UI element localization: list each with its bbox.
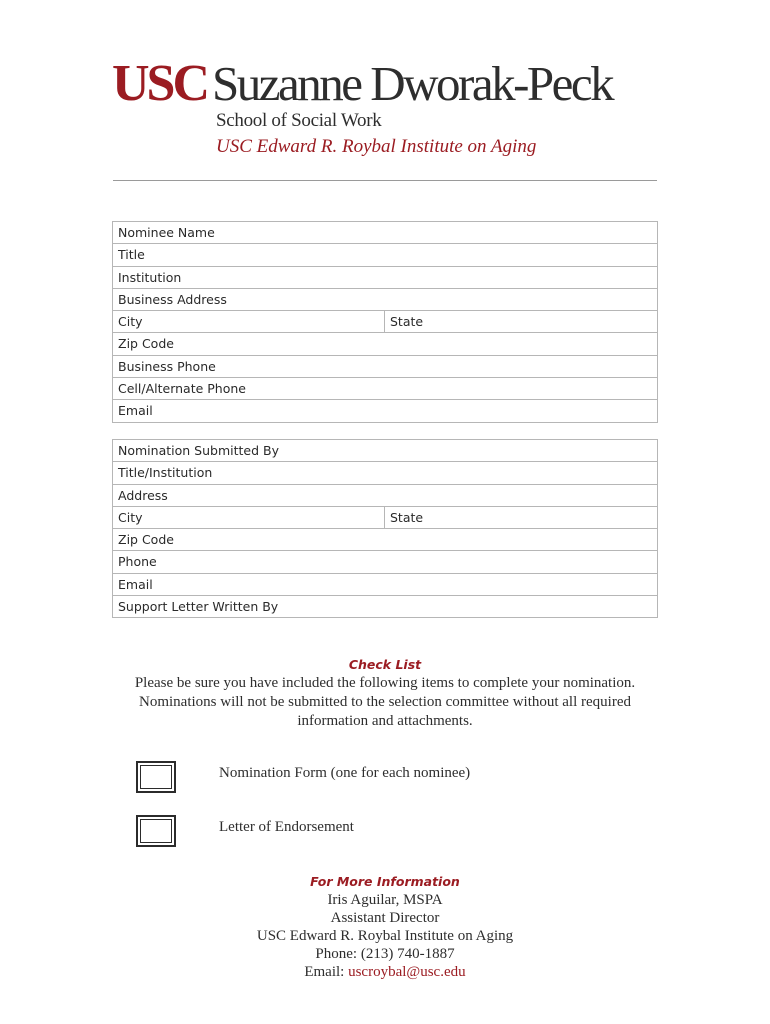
checklist-line: information and attachments. (297, 713, 473, 729)
letter-of-endorsement-checkbox[interactable] (136, 815, 176, 847)
usc-logo (112, 55, 672, 168)
checklist-instructions (120, 674, 650, 731)
form-row[interactable] (113, 485, 657, 507)
logo-usc-wordmark: USC (112, 55, 208, 112)
nomination-form-checkbox[interactable] (136, 761, 176, 793)
checklist-title: Check List (348, 657, 422, 672)
contact-organization: USC Edward R. Roybal Institute on Aging (256, 928, 514, 944)
form-row[interactable] (113, 529, 657, 551)
nominee-cell-phone-field[interactable]: Cell/Alternate Phone (118, 381, 246, 397)
form-row[interactable] (113, 574, 657, 596)
nominee-business-phone-field[interactable]: Business Phone (118, 358, 216, 374)
nominee-zip-field[interactable]: Zip Code (118, 336, 174, 352)
nominee-city-field[interactable]: City (113, 311, 385, 332)
form-row[interactable] (113, 462, 657, 484)
form-row[interactable] (113, 400, 657, 422)
nomination-form-checkbox-label: Nomination Form (one for each nominee) (219, 765, 471, 781)
nominee-title-field[interactable]: Title (118, 247, 145, 263)
submitted-by-field[interactable]: Nomination Submitted By (118, 443, 279, 458)
nominator-address-field[interactable]: Address (118, 487, 168, 503)
contact-name: Iris Aguilar, MSPA (327, 892, 443, 908)
nominator-email-field[interactable]: Email (118, 576, 153, 592)
nominator-state-field[interactable]: State (390, 509, 424, 525)
contact-email-line (0, 963, 770, 981)
form-row[interactable] (113, 378, 657, 400)
form-row[interactable] (113, 267, 657, 289)
nominator-zip-field[interactable]: Zip Code (118, 532, 174, 548)
form-row[interactable] (113, 311, 657, 333)
nominee-business-address-field[interactable]: Business Address (118, 291, 227, 307)
nominee-name-field[interactable]: Nominee Name (118, 225, 215, 240)
form-row[interactable] (113, 289, 657, 311)
contact-email-label: Email: (304, 964, 345, 980)
nominee-state-field[interactable]: State (390, 314, 424, 330)
checklist-line: Please be sure you have included the following items to complete your nomination. (134, 675, 636, 691)
nominator-form (112, 439, 658, 618)
institute-name: USC Edward R. Roybal Institute on Aging (216, 136, 537, 157)
checklist-line: Nominations will not be submitted to the selection committee without all required (139, 694, 631, 710)
contact-role: Assistant Director (330, 910, 440, 926)
contact-email-link[interactable]: uscroybal@usc.edu (348, 964, 466, 980)
contact-info (0, 891, 770, 981)
nominator-city-field[interactable]: City (113, 507, 385, 528)
nominee-form (112, 221, 658, 423)
more-info-title: For More Information (310, 874, 460, 889)
form-row[interactable] (113, 596, 657, 618)
form-row[interactable] (113, 356, 657, 378)
nominator-phone-field[interactable]: Phone (118, 554, 157, 570)
header-divider (113, 180, 657, 181)
nominator-title-institution-field[interactable]: Title/Institution (118, 465, 213, 481)
letter-of-endorsement-checkbox-label: Letter of Endorsement (219, 819, 354, 835)
logo-school-subtitle: School of Social Work (216, 110, 382, 131)
support-letter-field[interactable]: Support Letter Written By (118, 599, 279, 615)
contact-phone: Phone: (213) 740-1887 (315, 946, 455, 962)
logo-school-name: Suzanne Dworak-Peck (212, 56, 613, 111)
form-row[interactable] (113, 244, 657, 266)
form-row[interactable] (113, 551, 657, 573)
form-row[interactable] (113, 222, 657, 244)
form-row[interactable] (113, 440, 657, 462)
nominee-email-field[interactable]: Email (118, 403, 153, 419)
form-row[interactable] (113, 333, 657, 355)
form-row[interactable] (113, 507, 657, 529)
nominee-institution-field[interactable]: Institution (118, 269, 182, 285)
